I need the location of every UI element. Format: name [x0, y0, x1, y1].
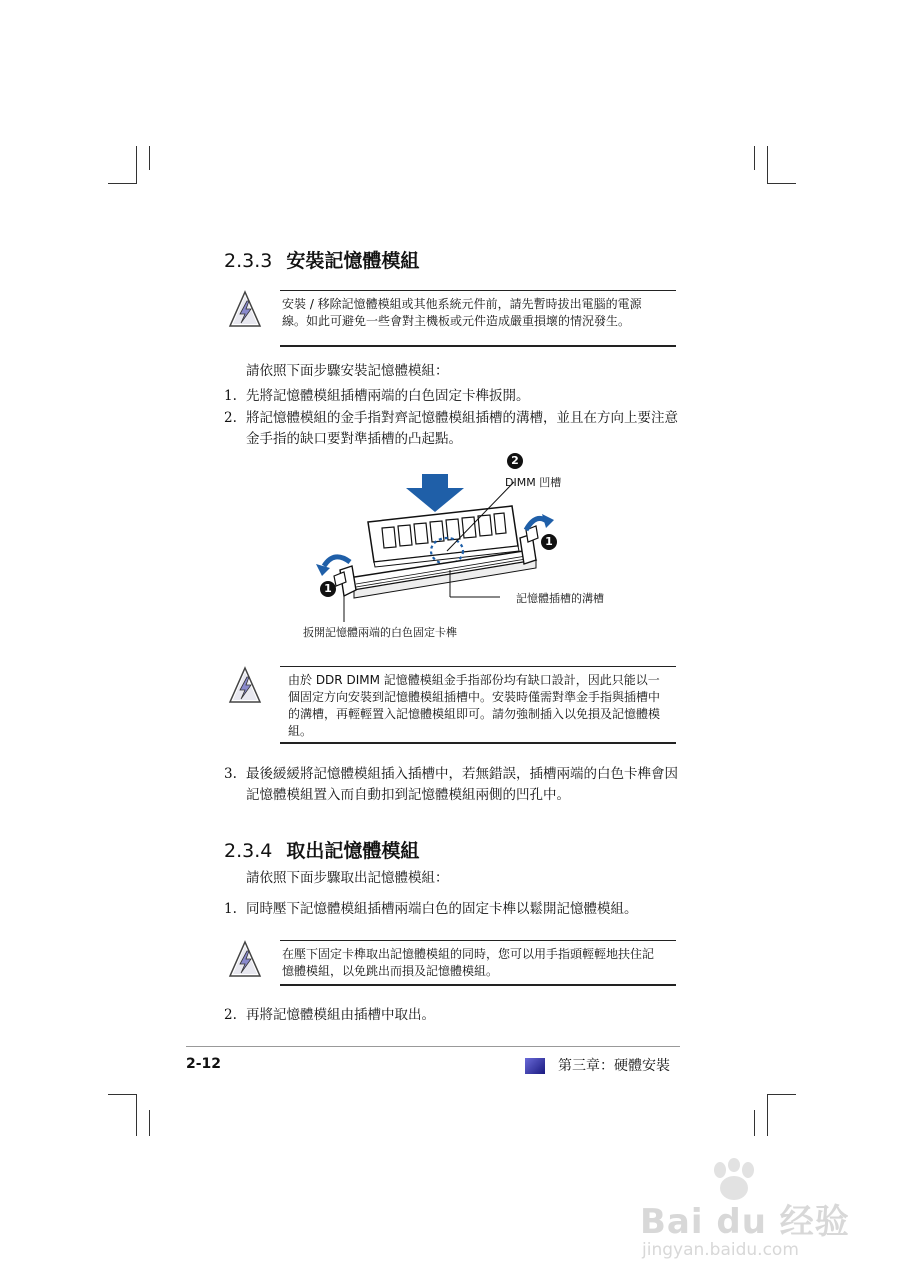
dimm-installation-diagram [290, 450, 630, 650]
step-text: 同時壓下記憶體模組插槽兩端白色的固定卡榫以鬆開記憶體模組。 [246, 901, 638, 917]
section-heading-234 [224, 836, 419, 863]
crop-mark [767, 1094, 768, 1136]
list-item [224, 764, 678, 806]
crop-mark [768, 1094, 796, 1095]
crop-mark [136, 1094, 137, 1136]
note-rule [280, 666, 676, 667]
crop-mark [768, 183, 796, 184]
note-rule [280, 345, 676, 347]
crop-mark [108, 183, 136, 184]
callout-badge: 2 [507, 453, 523, 469]
clips-label: 扳開記憶體兩端的白色固定卡榫 [303, 626, 457, 639]
slot-label: 記憶體插槽的溝槽 [516, 592, 604, 605]
intro-text: 請依照下面步驟取出記憶體模組： [246, 870, 449, 886]
caution-note [228, 940, 676, 987]
step-number: 2. [224, 1007, 237, 1023]
crop-mark [754, 1110, 755, 1136]
crop-mark [136, 146, 137, 184]
step-text: 再將記憶體模組由插槽中取出。 [246, 1007, 435, 1023]
intro-text: 請依照下面步驟安裝記憶體模組： [246, 363, 449, 379]
list-item [224, 408, 678, 450]
list-item [224, 386, 678, 407]
crop-mark [108, 1094, 136, 1095]
baidu-watermark [640, 1158, 860, 1268]
crop-mark [149, 1110, 150, 1136]
note-rule [280, 940, 676, 941]
step-number: 1. [224, 388, 237, 404]
step-number: 3. [224, 766, 237, 782]
step-number: 1. [224, 901, 237, 917]
list-item [224, 899, 678, 920]
insert-arrow-icon [406, 474, 464, 512]
note-rule [280, 984, 676, 986]
callout-badge: 1 [541, 534, 557, 550]
caution-note [228, 290, 676, 347]
caution-lightning-icon [228, 290, 262, 330]
crop-mark [754, 146, 755, 170]
section-title: 安裝記憶體模組 [286, 250, 420, 272]
note-text: 安裝 / 移除記憶體模組或其他系統元件前，請先暫時拔出電腦的電源線。如此可避免一些會對主機板或元件造成嚴重損壞的情況發生。 [282, 297, 642, 328]
step-text: 將記憶體模組的金手指對齊記憶體模組插槽的溝槽，並且在方向上要注意金手指的缺口要對準插槽的凸起點。 [246, 410, 678, 447]
note-text: 由於 DDR DIMM 記憶體模組金手指部份均有缺口設計，因此只能以一個固定方向安裝到記憶體模組插槽中。安裝時僅需對準金手指與插槽中的溝槽，再輕輕置入記憶體模組即可。請勿強制插入以免損及記憶體模組。 [288, 673, 661, 738]
page-number: 2-12 [186, 1056, 222, 1072]
footer-rule [186, 1046, 680, 1047]
notch-label: DIMM 凹槽 [505, 476, 562, 489]
caution-lightning-icon [228, 666, 262, 706]
step-text: 先將記憶體模組插槽兩端的白色固定卡榫扳開。 [246, 388, 530, 404]
section-number: 2.3.4 [224, 840, 273, 862]
caution-lightning-icon [228, 940, 262, 980]
note-rule [280, 742, 676, 744]
watermark-url: jingyan.baidu.com [642, 1240, 799, 1260]
chapter-title: 第三章：硬體安裝 [558, 1058, 670, 1074]
step-text: 最後緩緩將記憶體模組插入插槽中，若無錯誤，插槽兩端的白色卡榫會因記憶體模組置入而自動扣到記憶體模組兩側的凹孔中。 [246, 766, 678, 803]
watermark-brand: Bai du 经验 [640, 1202, 850, 1242]
note-text: 在壓下固定卡榫取出記憶體模組的同時，您可以用手指頭輕輕地扶住記憶體模組，以免跳出而損及記憶體模組。 [282, 947, 655, 978]
crop-mark [149, 146, 150, 170]
crop-mark [767, 146, 768, 184]
section-heading-233 [224, 246, 419, 273]
section-title: 取出記憶體模組 [286, 840, 420, 862]
caution-note [228, 666, 676, 745]
chapter-marker-icon [525, 1058, 545, 1074]
step-number: 2. [224, 410, 237, 426]
callout-badge: 1 [320, 581, 336, 597]
list-item [224, 1005, 678, 1026]
note-rule [280, 290, 676, 291]
section-number: 2.3.3 [224, 250, 273, 272]
